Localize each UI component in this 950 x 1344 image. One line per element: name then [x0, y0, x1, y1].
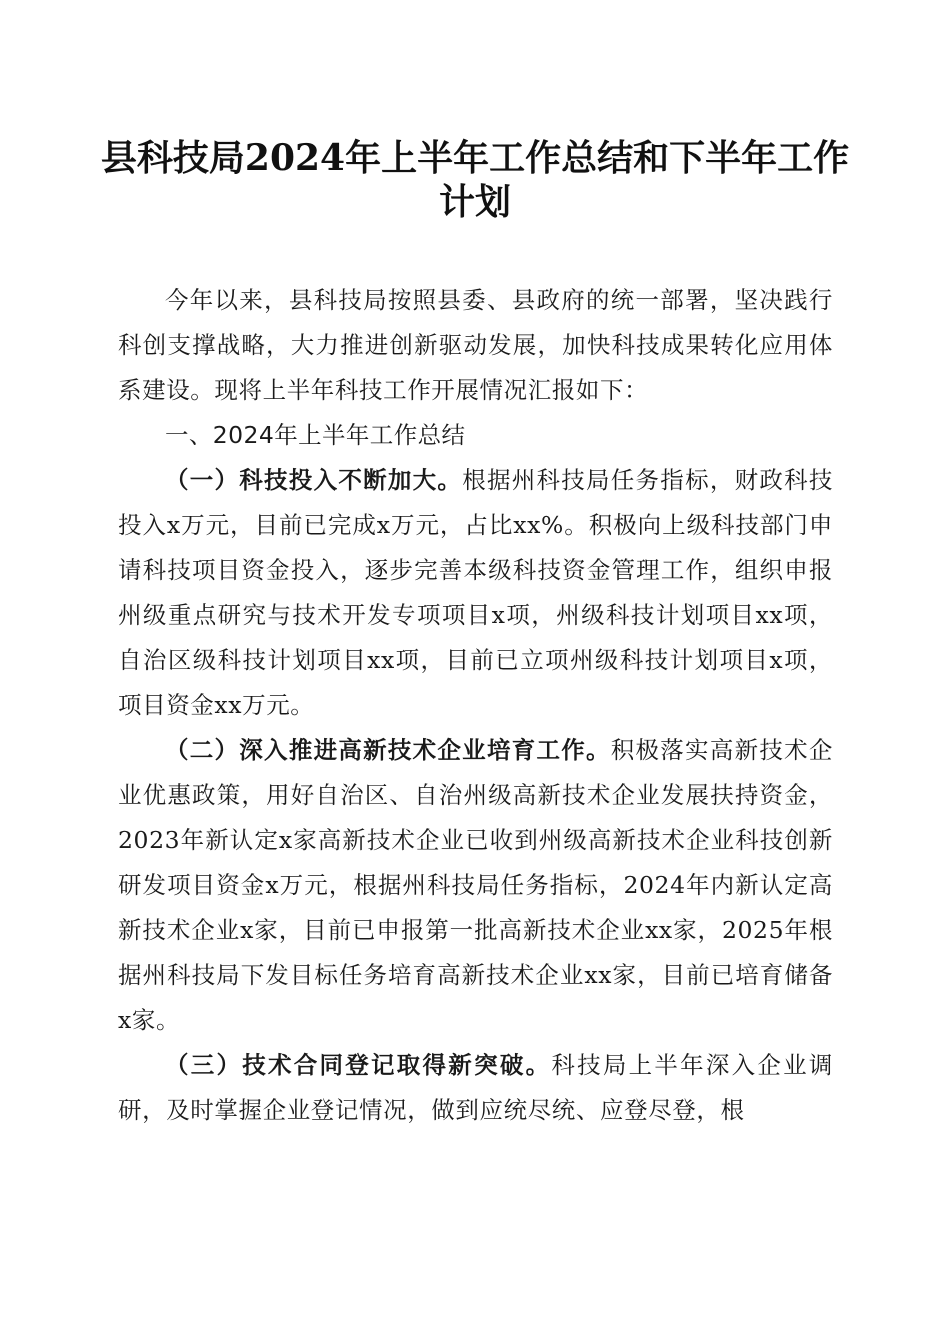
item-paragraph: [118, 458, 833, 728]
item-lead: （三）技术合同登记取得新突破。: [165, 1051, 552, 1079]
item-paragraph: [118, 728, 833, 1043]
document-body: [118, 278, 833, 1133]
item-paragraph: [118, 1043, 833, 1133]
item-text: 科技局上半年深入企业调研，及时掌握企业登记情况，做到应统尽统、应登尽登，根: [118, 1051, 833, 1124]
item-lead: （一）科技投入不断加大。: [165, 466, 463, 494]
intro-paragraph: 今年以来，县科技局按照县委、县政府的统一部署，坚决践行科创支撑战略，大力推进创新驱动发展，加快科技成果转化应用体系建设。现将上半年科技工作开展情况汇报如下：: [118, 286, 833, 404]
item-lead: （二）深入推进高新技术企业培育工作。: [165, 736, 611, 764]
document-title: 县科技局2024年上半年工作总结和下半年工作计划: [100, 137, 850, 223]
section-heading: 一、2024年上半年工作总结: [165, 421, 466, 449]
item-text: 根据州科技局任务指标，财政科技投入x万元，目前已完成x万元，占比xx%。积极向上级科技部门申请科技项目资金投入，逐步完善本级科技资金管理工作，组织申报州级重点研究与技术开发专项项目x项，州级科技计划项目xx项，自治区级科技计划项目xx项，目前已立项州级科技计划项目x项，项目资金xx万元。: [118, 466, 834, 719]
item-text: 积极落实高新技术企业优惠政策，用好自治区、自治州级高新技术企业发展扶持资金，2023年新认定x家高新技术企业已收到州级高新技术企业科技创新研发项目资金x万元，根据州科技局任务指标，2024年内新认定高新技术企业x家，目前已申报第一批高新技术企业xx家，2025年根据州科技局下发目标任务培育高新技术企业xx家，目前已培育储备x家。: [118, 736, 833, 1034]
